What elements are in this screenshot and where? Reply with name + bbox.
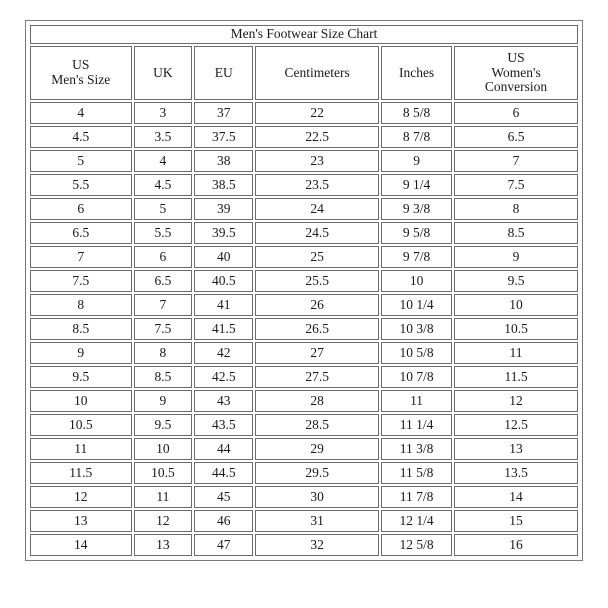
table-row	[30, 438, 578, 460]
centimeters-cell: 22	[255, 102, 379, 124]
uk-cell: 7	[134, 294, 193, 316]
table-title: Men's Footwear Size Chart	[30, 25, 578, 44]
header-line: US	[72, 57, 90, 73]
centimeters-cell: 27.5	[255, 366, 379, 388]
centimeters-cell: 26	[255, 294, 379, 316]
us-womens-conversion-cell: 7	[454, 150, 578, 172]
us-mens-size-cell: 9.5	[30, 366, 132, 388]
eu-cell: 37	[194, 102, 253, 124]
eu-cell: 47	[194, 534, 253, 556]
inches-cell: 12 1/4	[381, 510, 452, 532]
centimeters-cell: 22.5	[255, 126, 379, 148]
inches-cell: 8 5/8	[381, 102, 452, 124]
centimeters-cell: 24.5	[255, 222, 379, 244]
centimeters-cell: 29.5	[255, 462, 379, 484]
us-mens-size-cell: 4	[30, 102, 132, 124]
inches-cell: 10 3/8	[381, 318, 452, 340]
header-line: Men's Size	[51, 72, 111, 87]
us-mens-size-cell: 6.5	[30, 222, 132, 244]
header-line: Inches	[398, 64, 435, 80]
uk-cell: 8.5	[134, 366, 193, 388]
table-row	[30, 534, 578, 556]
us-mens-size-cell: 10	[30, 390, 132, 412]
inches-cell: 11 5/8	[381, 462, 452, 484]
us-womens-conversion-cell: 9	[454, 246, 578, 268]
centimeters-cell: 29	[255, 438, 379, 460]
table-row	[30, 102, 578, 124]
us-mens-size-cell: 11.5	[30, 462, 132, 484]
eu-cell: 38.5	[194, 174, 253, 196]
inches-cell: 10	[381, 270, 452, 292]
us-womens-conversion-cell: 10.5	[454, 318, 578, 340]
column-header-us-mens-size	[30, 46, 132, 100]
eu-cell: 43.5	[194, 414, 253, 436]
column-header-us-womens-conversion	[454, 46, 578, 100]
uk-cell: 8	[134, 342, 193, 364]
centimeters-cell: 28	[255, 390, 379, 412]
table-row	[30, 126, 578, 148]
eu-cell: 38	[194, 150, 253, 172]
centimeters-cell: 30	[255, 486, 379, 508]
size-chart	[25, 20, 583, 561]
table-row	[30, 318, 578, 340]
us-mens-size-cell: 14	[30, 534, 132, 556]
table-row	[30, 270, 578, 292]
header-line: US	[507, 49, 525, 65]
eu-cell: 39.5	[194, 222, 253, 244]
column-header-eu	[194, 46, 253, 100]
inches-cell: 10 1/4	[381, 294, 452, 316]
eu-cell: 39	[194, 198, 253, 220]
uk-cell: 3.5	[134, 126, 193, 148]
table-row	[30, 198, 578, 220]
us-mens-size-cell: 10.5	[30, 414, 132, 436]
eu-cell: 41.5	[194, 318, 253, 340]
us-womens-conversion-cell: 12.5	[454, 414, 578, 436]
eu-cell: 46	[194, 510, 253, 532]
us-mens-size-cell: 7.5	[30, 270, 132, 292]
inches-cell: 11 1/4	[381, 414, 452, 436]
uk-cell: 5	[134, 198, 193, 220]
eu-cell: 44.5	[194, 462, 253, 484]
uk-cell: 6	[134, 246, 193, 268]
uk-cell: 11	[134, 486, 193, 508]
column-header-inches	[381, 46, 452, 100]
us-womens-conversion-cell: 6.5	[454, 126, 578, 148]
size-table	[28, 23, 580, 558]
uk-cell: 12	[134, 510, 193, 532]
centimeters-cell: 31	[255, 510, 379, 532]
table-row	[30, 246, 578, 268]
header-line: UK	[153, 64, 173, 80]
us-womens-conversion-cell: 15	[454, 510, 578, 532]
eu-cell: 37.5	[194, 126, 253, 148]
table-body	[30, 102, 578, 556]
us-womens-conversion-cell: 11	[454, 342, 578, 364]
header-line: Conversion	[484, 79, 548, 95]
us-womens-conversion-cell: 9.5	[454, 270, 578, 292]
us-mens-size-cell: 11	[30, 438, 132, 460]
us-womens-conversion-cell: 7.5	[454, 174, 578, 196]
us-womens-conversion-cell: 13	[454, 438, 578, 460]
uk-cell: 9	[134, 390, 193, 412]
inches-cell: 8 7/8	[381, 126, 452, 148]
inches-cell: 9 5/8	[381, 222, 452, 244]
us-mens-size-cell: 5	[30, 150, 132, 172]
uk-cell: 4.5	[134, 174, 193, 196]
us-womens-conversion-cell: 13.5	[454, 462, 578, 484]
centimeters-cell: 23.5	[255, 174, 379, 196]
inches-cell: 10 7/8	[381, 366, 452, 388]
us-mens-size-cell: 6	[30, 198, 132, 220]
header-line: EU	[214, 64, 233, 80]
us-mens-size-cell: 13	[30, 510, 132, 532]
centimeters-cell: 25.5	[255, 270, 379, 292]
centimeters-cell: 27	[255, 342, 379, 364]
us-womens-conversion-cell: 14	[454, 486, 578, 508]
us-mens-size-cell: 12	[30, 486, 132, 508]
uk-cell: 4	[134, 150, 193, 172]
table-row	[30, 486, 578, 508]
header-line: Women's	[491, 64, 541, 80]
us-mens-size-cell: 5.5	[30, 174, 132, 196]
eu-cell: 44	[194, 438, 253, 460]
eu-cell: 40.5	[194, 270, 253, 292]
inches-cell: 11	[381, 390, 452, 412]
inches-cell: 12 5/8	[381, 534, 452, 556]
us-womens-conversion-cell: 16	[454, 534, 578, 556]
us-womens-conversion-cell: 8.5	[454, 222, 578, 244]
centimeters-cell: 26.5	[255, 318, 379, 340]
column-header-centimeters	[255, 46, 379, 100]
title-row	[30, 25, 578, 44]
us-mens-size-cell: 7	[30, 246, 132, 268]
header-line: Centimeters	[284, 64, 350, 80]
inches-cell: 9 1/4	[381, 174, 452, 196]
table-row	[30, 222, 578, 244]
table-row	[30, 174, 578, 196]
uk-cell: 6.5	[134, 270, 193, 292]
us-womens-conversion-cell: 6	[454, 102, 578, 124]
table-row	[30, 462, 578, 484]
eu-cell: 42	[194, 342, 253, 364]
eu-cell: 42.5	[194, 366, 253, 388]
centimeters-cell: 32	[255, 534, 379, 556]
us-mens-size-cell: 9	[30, 342, 132, 364]
eu-cell: 45	[194, 486, 253, 508]
uk-cell: 7.5	[134, 318, 193, 340]
eu-cell: 40	[194, 246, 253, 268]
us-mens-size-cell: 4.5	[30, 126, 132, 148]
centimeters-cell: 28.5	[255, 414, 379, 436]
eu-cell: 43	[194, 390, 253, 412]
header-row	[30, 46, 578, 100]
table-row	[30, 414, 578, 436]
us-womens-conversion-cell: 11.5	[454, 366, 578, 388]
column-header-uk	[134, 46, 193, 100]
inches-cell: 9 7/8	[381, 246, 452, 268]
uk-cell: 3	[134, 102, 193, 124]
inches-cell: 10 5/8	[381, 342, 452, 364]
inches-cell: 9 3/8	[381, 198, 452, 220]
table-row	[30, 150, 578, 172]
uk-cell: 10.5	[134, 462, 193, 484]
table-row	[30, 294, 578, 316]
inches-cell: 11 7/8	[381, 486, 452, 508]
uk-cell: 13	[134, 534, 193, 556]
uk-cell: 9.5	[134, 414, 193, 436]
eu-cell: 41	[194, 294, 253, 316]
uk-cell: 5.5	[134, 222, 193, 244]
centimeters-cell: 24	[255, 198, 379, 220]
table-row	[30, 390, 578, 412]
table-row	[30, 366, 578, 388]
centimeters-cell: 25	[255, 246, 379, 268]
inches-cell: 9	[381, 150, 452, 172]
centimeters-cell: 23	[255, 150, 379, 172]
us-womens-conversion-cell: 12	[454, 390, 578, 412]
table-row	[30, 342, 578, 364]
us-womens-conversion-cell: 10	[454, 294, 578, 316]
inches-cell: 11 3/8	[381, 438, 452, 460]
table-row	[30, 510, 578, 532]
us-womens-conversion-cell: 8	[454, 198, 578, 220]
us-mens-size-cell: 8	[30, 294, 132, 316]
us-mens-size-cell: 8.5	[30, 318, 132, 340]
uk-cell: 10	[134, 438, 193, 460]
